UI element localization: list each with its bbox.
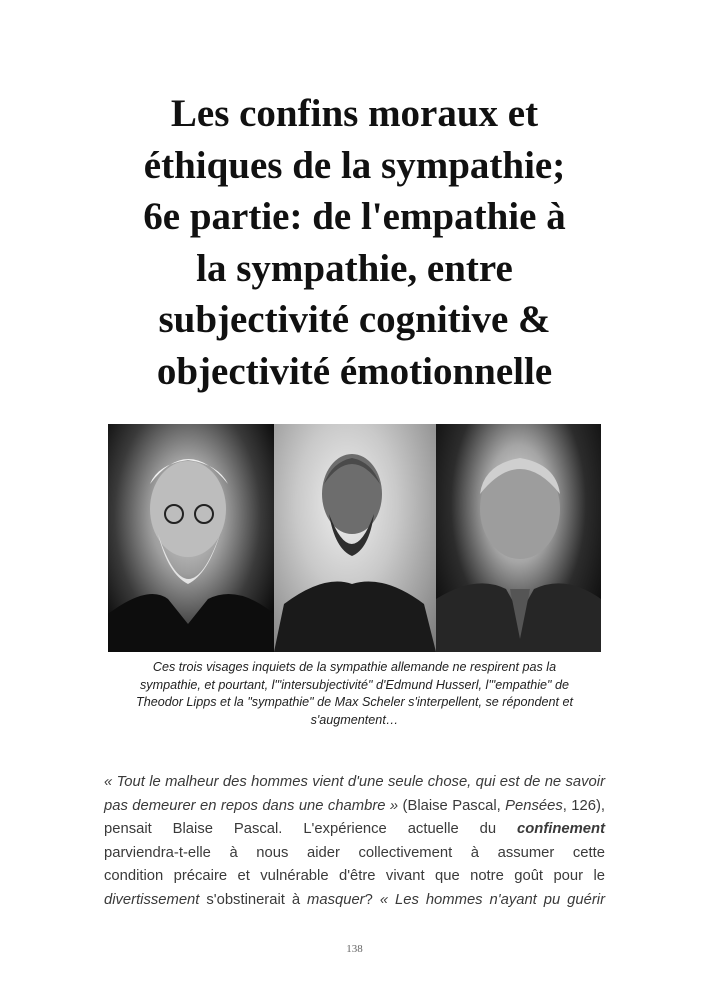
title-line: la sympathie, entre <box>196 246 513 290</box>
title-line: Les confins moraux et <box>170 92 539 135</box>
photo-caption <box>108 659 601 729</box>
title-line: objectivité émotionnelle <box>156 349 553 393</box>
pascal-quote-end: pas demeurer en repos dans une chambre » <box>104 797 399 814</box>
portrait-theodor-lipps <box>274 424 436 652</box>
emphasis-divertissement: divertissement <box>104 891 200 908</box>
emphasis-masquer: masquer <box>307 891 365 908</box>
body-text-span: pensait Blaise Pascal. L'expérience actuelle du <box>104 821 518 838</box>
body-text-span: s'obstinerait à <box>199 891 308 908</box>
body-line <box>104 795 605 819</box>
caption-line: Ces trois visages inquiets de la sympathie allemande ne respirent pas la <box>152 660 557 674</box>
title-line: 6e partie: de l'empathie à <box>143 195 566 238</box>
caption-line: s'augmentent… <box>310 712 399 727</box>
document-title <box>60 88 649 397</box>
page-number: 138 <box>346 943 363 955</box>
body-text-span: ? <box>364 891 380 908</box>
citation-work-title: Pensées <box>505 797 563 814</box>
body-line <box>104 771 605 795</box>
portrait-edmund-husserl <box>108 424 274 652</box>
portrait-max-scheler <box>436 424 601 652</box>
body-line <box>104 818 605 842</box>
body-line: condition précaire et vulnérable d'être vivant que notre goût pour le <box>104 868 605 885</box>
pascal-quote-2: « Les hommes n'ayant pu guérir <box>379 891 606 908</box>
body-paragraph <box>104 771 605 913</box>
emphasis-confinement: confinement <box>517 821 605 838</box>
pascal-quote: « Tout le malheur des hommes vient d'une seule chose, qui est de ne savoir <box>104 774 605 790</box>
body-line <box>104 889 605 913</box>
portrait-photo-strip <box>108 424 601 652</box>
citation-text: , 126), <box>562 797 605 814</box>
title-line: éthiques de la sympathie; <box>143 143 566 187</box>
citation-text: (Blaise Pascal, <box>398 797 506 814</box>
caption-line: Theodor Lipps et la "sympathie" de Max Scheler s'interpellent, se répondent et <box>136 695 573 709</box>
title-line: subjectivité cognitive & <box>158 298 551 341</box>
body-line: parviendra-t-elle à nous aider collectivement à assumer cette <box>104 844 605 861</box>
caption-line: sympathie, et pourtant, l'"intersubjectivité" d'Edmund Husserl, l'"empathie" de <box>139 677 569 692</box>
